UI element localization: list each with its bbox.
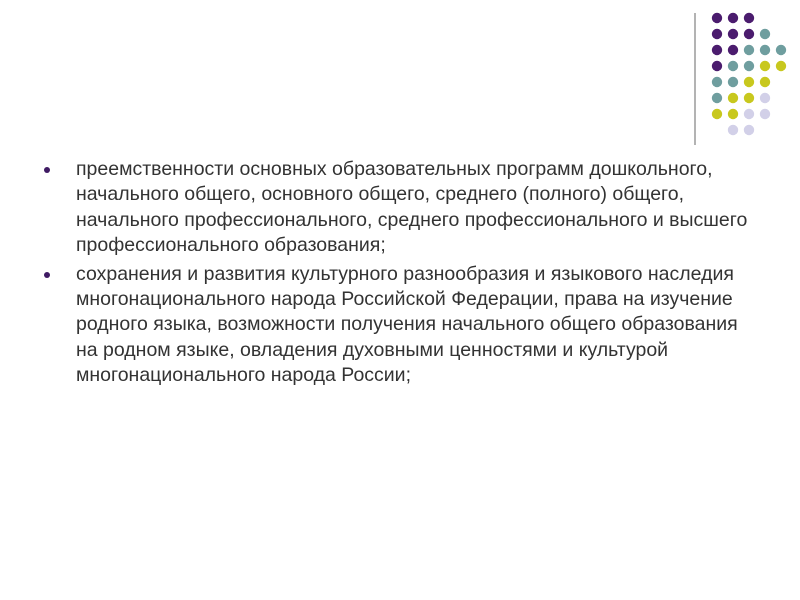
decor-dot-yellow (776, 61, 786, 71)
decor-dot-lavender (760, 109, 770, 119)
decor-dot-teal (712, 93, 722, 103)
decor-dot-purple (712, 45, 722, 55)
decor-dot-teal (760, 45, 770, 55)
bullet-item (44, 157, 764, 259)
bullet-list (44, 157, 764, 392)
decor-dot-teal (744, 45, 754, 55)
decor-dot-teal (728, 61, 738, 71)
decor-dot-lavender (760, 93, 770, 103)
decor-dot-purple (728, 29, 738, 39)
bullet-text: сохранения и развития культурного разнообразия и языкового наследия многонационального народа Российской Федерации, права на изучение родного языка, возможности получения начального общего образования на родном языке, овладения духовными ценностями и культурой многонационального народа России; (76, 262, 738, 387)
decor-dot-yellow (760, 61, 770, 71)
decor-dot-teal (776, 45, 786, 55)
decor-dot-teal (728, 77, 738, 87)
vertical-divider-line (694, 13, 696, 145)
decor-dot-teal (760, 29, 770, 39)
decor-dot-yellow (760, 77, 770, 87)
bullet-text: преемственности основных образовательных программ дошкольного, начального общего, основного общего, среднего (полного) общего, начального профессионального, среднего профессионального и высшего профессионального образования; (76, 158, 748, 257)
decor-dot-purple (728, 45, 738, 55)
decor-dot-lavender (744, 125, 754, 135)
decor-dot-lavender (728, 125, 738, 135)
decor-dot-yellow (712, 109, 722, 119)
decor-dot-yellow (744, 93, 754, 103)
decor-dot-yellow (728, 109, 738, 119)
decor-dot-purple (712, 29, 722, 39)
bullet-dot-icon (44, 167, 50, 173)
bullet-item (44, 262, 764, 389)
decor-dot-yellow (744, 77, 754, 87)
bullet-dot-icon (44, 272, 50, 278)
decor-dot-lavender (744, 109, 754, 119)
decor-dot-purple (744, 29, 754, 39)
decor-dot-purple (712, 61, 722, 71)
decor-dot-purple (728, 13, 738, 23)
decor-dot-teal (744, 61, 754, 71)
decor-dot-teal (712, 77, 722, 87)
decor-dot-purple (712, 13, 722, 23)
decor-dot-yellow (728, 93, 738, 103)
decor-dot-purple (744, 13, 754, 23)
